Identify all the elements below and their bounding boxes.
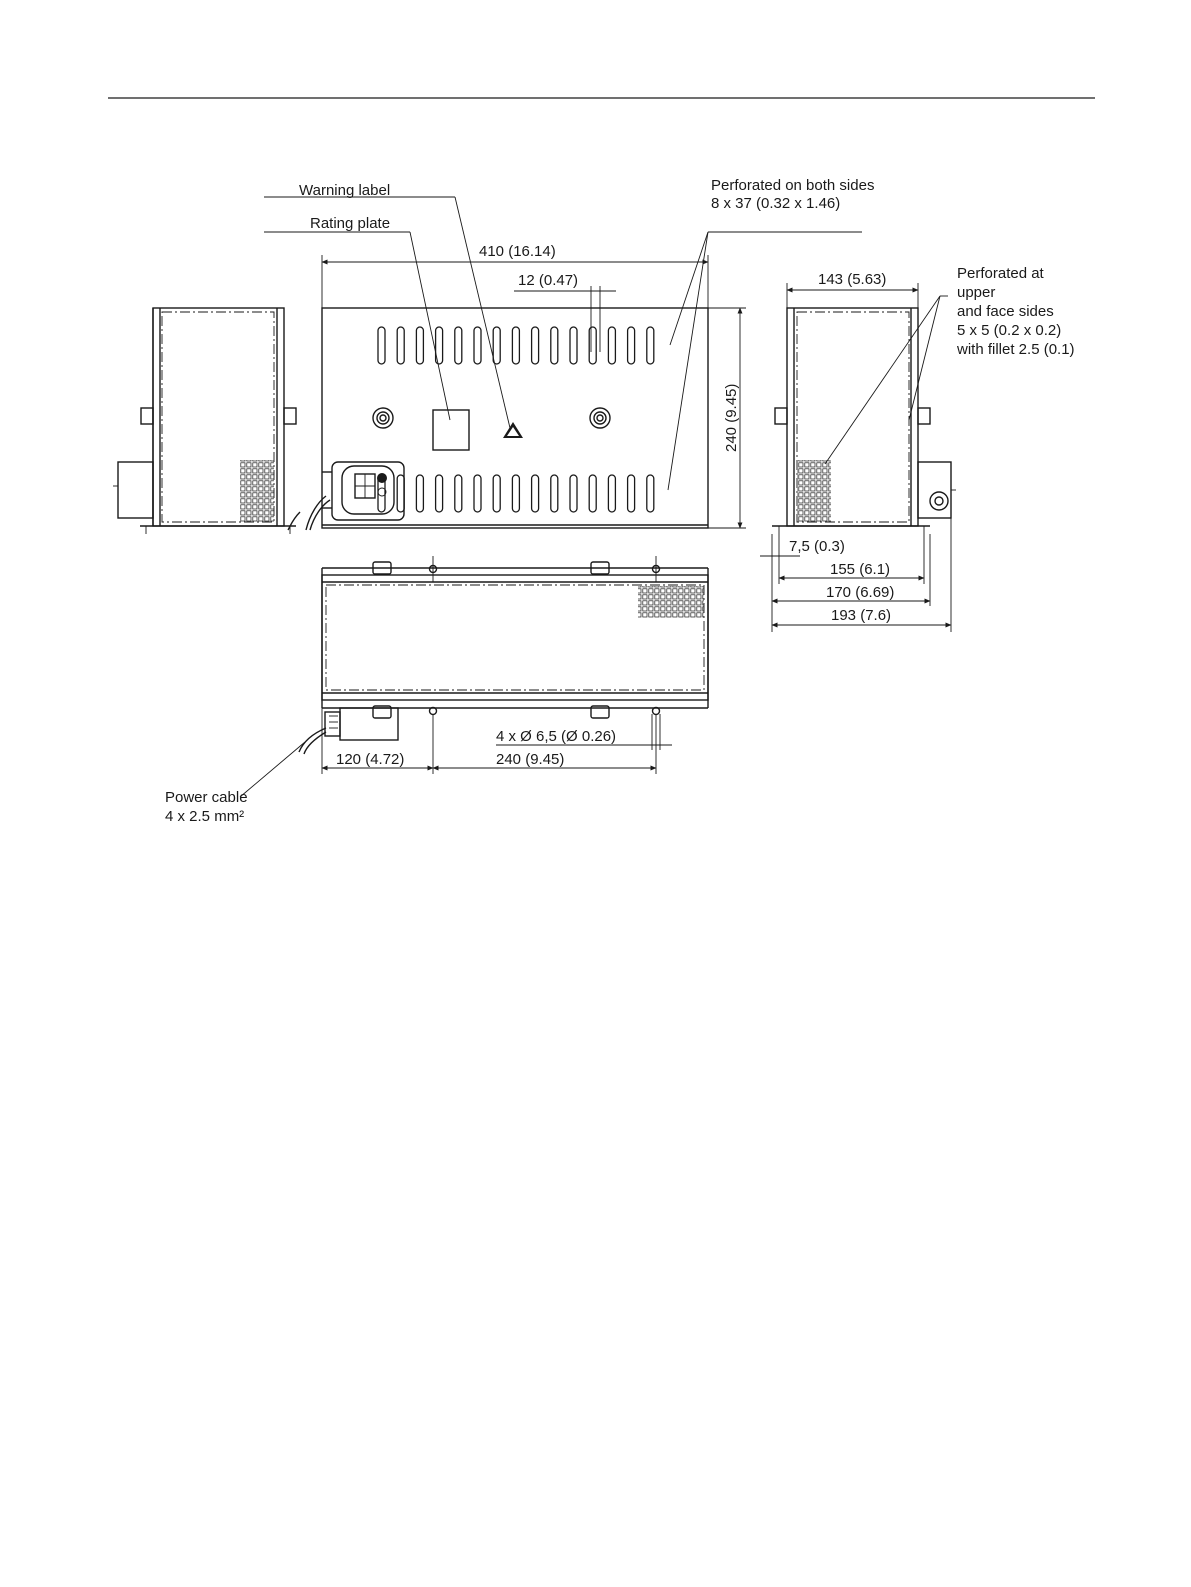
vent-slot xyxy=(628,327,635,364)
vent-slot xyxy=(378,327,385,364)
vent-slot xyxy=(416,327,423,364)
dim-120: 120 (4.72) xyxy=(336,751,405,768)
dim-height-240: 240 (9.45) xyxy=(723,383,740,452)
dim-offset-7-5: 7,5 (0.3) xyxy=(789,538,845,555)
power-cable-text: Power cable xyxy=(165,789,248,806)
vent-slot xyxy=(628,475,635,512)
vent-slot xyxy=(493,327,500,364)
vent-slot xyxy=(436,475,443,512)
vent-slot xyxy=(416,475,423,512)
dim-170: 170 (6.69) xyxy=(826,584,895,601)
vent-slot xyxy=(493,475,500,512)
vent-slot xyxy=(608,327,615,364)
dim-slot-pitch: 12 (0.47) xyxy=(518,272,579,289)
vent-slot xyxy=(570,475,577,512)
dim-193: 193 (7.6) xyxy=(831,607,892,624)
vent-slot xyxy=(608,475,615,512)
vent-slot xyxy=(532,327,539,364)
vent-slot xyxy=(589,327,596,364)
perforated-both-sides-size: 8 x 37 (0.32 x 1.46) xyxy=(711,195,841,212)
dim-155: 155 (6.1) xyxy=(830,561,891,578)
perforated-both-sides-text: Perforated on both sides xyxy=(711,177,875,194)
vent-slot xyxy=(647,327,654,364)
top-view xyxy=(299,556,708,754)
rating-plate-text: Rating plate xyxy=(310,215,391,232)
vent-slot xyxy=(455,475,462,512)
vent-slot xyxy=(474,475,481,512)
holes-text: 4 x Ø 6,5 (Ø 0.26) xyxy=(496,728,617,745)
perforated-upper-text-2: upper xyxy=(957,284,996,301)
vent-slot xyxy=(474,327,481,364)
dim-depth-143: 143 (5.63) xyxy=(818,271,887,288)
perforated-upper-text-4: 5 x 5 (0.2 x 0.2) xyxy=(957,322,1062,339)
rating-plate xyxy=(433,410,469,450)
dim-240-holes: 240 (9.45) xyxy=(496,751,565,768)
perforated-upper-text-1: Perforated at xyxy=(957,265,1044,282)
vent-slot xyxy=(570,327,577,364)
perforated-upper-text-3: and face sides xyxy=(957,303,1054,320)
vent-slots-bottom xyxy=(378,475,654,512)
vent-slots-top xyxy=(378,327,654,364)
vent-slot xyxy=(397,475,404,512)
left-side-view xyxy=(113,308,300,534)
vent-slot xyxy=(512,475,519,512)
vent-slot xyxy=(551,327,558,364)
vent-slot xyxy=(532,475,539,512)
dim-width-410: 410 (16.14) xyxy=(479,243,556,260)
vent-slot xyxy=(512,327,519,364)
vent-slot xyxy=(551,475,558,512)
perforated-upper-text-5: with fillet 2.5 (0.1) xyxy=(957,341,1075,358)
power-cable-spec: 4 x 2.5 mm² xyxy=(165,808,245,825)
power-connector xyxy=(306,462,404,530)
vent-slot xyxy=(455,327,462,364)
front-view xyxy=(306,308,708,530)
vent-slot xyxy=(647,475,654,512)
vent-slot xyxy=(589,475,596,512)
vent-slot xyxy=(397,327,404,364)
warning-label-text: Warning label xyxy=(299,182,391,199)
